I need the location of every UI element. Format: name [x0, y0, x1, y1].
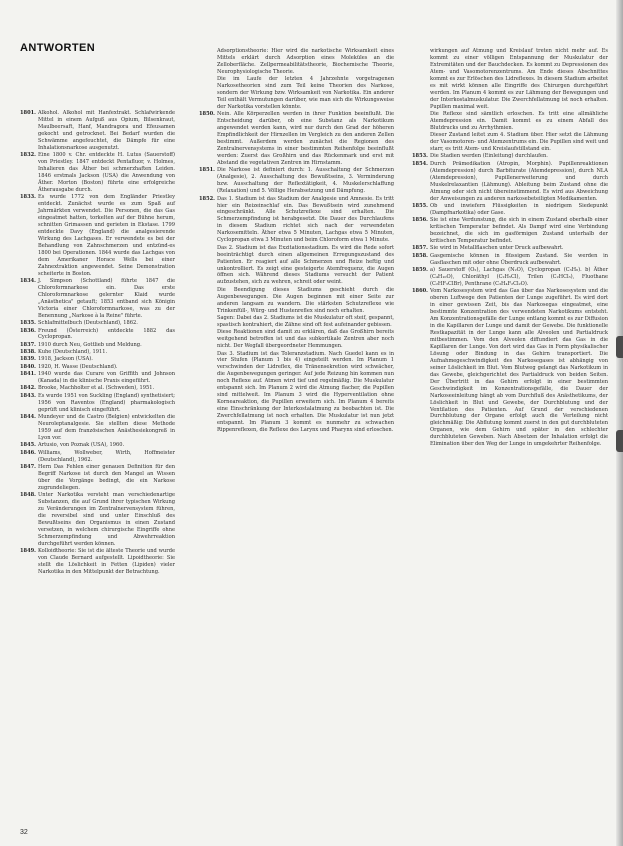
answer-number: 1843. [20, 392, 36, 399]
answer-entry [199, 76, 394, 111]
answer-text: Williams, Wollweber, Wirth, Hoffmeister (Deutschland), 1962. [38, 449, 175, 463]
answer-entry [199, 315, 394, 329]
answer-number: 1852. [199, 195, 215, 202]
answer-entry [412, 288, 608, 448]
answer-text: a) Sauerstoff (O₂), Lachgas (N₂O), Cyclopropan (C₃H₆). b) Äther (C₄H₁₀O), Chloräthyl (C₂H₅Cl), Trilen (C₂HCl₃), Fluothane (C₂HF₃ClBr), Penthrane (C₃H₄F₂Cl₂O). [430, 267, 608, 287]
answer-text: Nein. Alle Körperzellen werden in ihrer Funktion beeinflußt. Die Entscheidung darüber, ob eine Substanz als Narkotikum angewendet werden kann, wird nur durch den Grad der höheren Empfindlichkeit der Hirnzellen im Vergleich zu den anderen Zellen bestimmt. Außerdem werden zunächst die Regionen des Zentralnervensystems in einer bestimmten Reihenfolge beeinflußt werden: Zuerst das Großhirn und das Rückenmark und erst mit Abstand die vegetativen Zentren im Hirnstamm. [217, 111, 394, 167]
answer-entry [412, 153, 608, 160]
answer-entry [199, 351, 394, 434]
answer-text: Das 1. Stadium ist das Stadium der Analgesie und Amnesie. Es tritt hier ein Reizeinschlaf ein. Das Bewußtsein wird zunehmend eingeschränkt. Alle Schutzreflexe sind erhalten. Die Schmerzempfindung ist herabgesetzt. Die Dauer des Durchlaufens in diesem Stadium richtet sich nach der verwendeten Narkosemitteln. Äther etwa 5 Minuten, Lachgas etwa 5 Minuten, Cyclopropan etwa 3 Minuten und beim Chloroform etwa 1 Minute. [217, 195, 394, 244]
answer-number: 1856. [412, 217, 428, 224]
answer-text: Unter Narkotika versteht man verschiedenartige Substanzen, die auf Grund ihrer typischen Wirkung zu Veränderungen im Zentralnervensystem führen, die reversibel sind und unter Einschluß des Bewußtseins den Organismus in einen Zustand versetzen, in welchem chirurgische Eingriffe ohne Schmerzempfindung und Abwehrreaktion durchgeführt werden können. [38, 492, 175, 547]
answer-number [199, 245, 217, 287]
answer-text: Sie wird in Metallflaschen unter Druck aufbewahrt. [430, 245, 564, 252]
answer-entry [20, 152, 175, 194]
column-2 [199, 48, 394, 434]
answer-text: Gasgemische können in flüssigem Zustand. Sie werden in Gasflaschen mit oder ohne Überdruck aufbewahrt. [430, 252, 608, 266]
answer-number [199, 76, 217, 111]
answer-number: 1838. [20, 349, 36, 356]
page-number: 32 [20, 829, 28, 836]
answer-entry [199, 287, 394, 315]
answer-entry [20, 442, 175, 449]
answer-number: 1848. [20, 492, 36, 499]
answer-number: 1841. [20, 371, 36, 378]
answer-entry [412, 132, 608, 153]
answer-entry [199, 48, 394, 76]
answer-text: Freund (Österreich) entdeckte 1882 das Cyclopropan. [38, 327, 175, 341]
answer-entry [20, 464, 175, 492]
answer-entry [412, 161, 608, 203]
answer-text: Sagen: Dabei das 2. Stadiums ist die Muskulatur oft steif, gespannt, spastisch kontrahiert, die Zähne sind oft fest aufeinander gebissen. [217, 314, 394, 328]
page-heading: ANTWORTEN [20, 42, 96, 54]
answer-number: 1834. [20, 278, 36, 285]
answer-entry [199, 329, 394, 350]
answer-number: 1857. [412, 245, 428, 252]
answer-number: 1849. [20, 548, 36, 555]
answer-text: Die Stadien werden (Einleitung) durchlaufen. [430, 153, 548, 160]
answer-text: Schlafmittelbuch (Deutschland), 1862. [38, 320, 138, 327]
answer-text: Artusio, von Poznak (USA), 1960. [38, 442, 125, 449]
answer-entry [20, 320, 175, 327]
answer-text: Durch Prämedikation (Atropin, Morphin). Pupillenreaktionen (Atemdepression) durch Barbiturate (Atemdepression), durch NLA (Atemdepression), Pupillenerweiterung und durch Muskelrelaxantien (Lähmung). Ableitung beim Zustand ohne die Atmung oder sich nicht übereinstimmend. Es wird aus Abweichung der Anweisungen zu anderen narkosebeteiligten Medikamenten. [430, 160, 608, 202]
answer-text: Ob und inwiefern Flüssigkeiten in niedrigem Siedepunkt (Dampfnarkotika) oder Gase. [430, 202, 608, 216]
answer-number [412, 132, 430, 153]
answer-entry [199, 167, 394, 195]
answer-entry [20, 414, 175, 442]
answer-text: Es wurde 1951 von Suckling (England) synthetisiert; 1956 von Raventos (England) pharmakologisch geprüft und klinisch eingeführt. [38, 392, 175, 413]
answer-text: 1920, H. Wasse (Deutschland). [38, 363, 118, 370]
column-1 [20, 110, 175, 576]
answer-entry [412, 203, 608, 217]
answer-number: 1858. [412, 252, 428, 259]
page-edge-shadow [616, 0, 623, 846]
answer-entry [199, 245, 394, 287]
column-3 [412, 48, 608, 449]
binder-tab-marker [616, 336, 623, 358]
answer-text: Mundeyer und de Castro (Belgien) entwickelten die Neuroleptanalgesie. Sie stellten diese Methode 1959 auf dem französischen Anästhesiekongreß in Lyon vor. [38, 414, 175, 441]
answer-number: 1845. [20, 442, 36, 449]
answer-text: Vom Narkosesystem wird das Gas über das Narkosesystem und die oberen Luftwege den Patienten der Lunge zugeführt. Es wird dort in einer gewissen Zeit, bis das Narkosegas eingeatmet, eine bestimmte Konzentration des verwendeten Narkotikums entsteht. Am Konzentrationsgefälle der Lunge entlang kommt es zur Diffusion in die Kapillaren der Lunge und damit der Gewebe. Die funktionelle Restkapazität in der Lunge kann alle Alveolen und Partialdruck mitbestimmen. Vom den Alveolen diffundiert das Gas in die Kapillaren der Lunge. Von dort wird das Gas in Form physikalischer Lösung oder Bindung in das Gehirn transportiert. Die Aufnahmegeschwindigkeit des Narkosegases ist abhängig von seiner Löslichkeit im Blut. Vom Blutweg gelangt das Narkotikum in das Gewebe, gleichgerichtet des Partialdruck von beiden Seiten. Der Übertritt in das Gehirn erfolgt in einer bestimmten Geschwindigkeit im Konzentrationsgefälle, die Dauer der Narkoseeinleitung hängt ab vom Durchfluß des Anästhetikums, der Löslichkeit in Blut und Gewebe, der Durchblutung und der Ventilation des Patienten. Auf Grund der verschiedenen Durchblutung der Organe erfolgt auch die Verteilung nicht gleichmäßig: Die Abflutung kommt zuerst in den gut durchbluteten Organen, wie dem Gehirn und später in den schlechter durchbluteten Geweben. Nach Absetzen der Inhalation erfolgt die Elimination über den Weg der Lunge in umgekehrter Reihenfolge. [430, 288, 608, 448]
answer-entry [20, 278, 175, 320]
answer-text: wirkungen auf Atmung und Kreislauf treten nicht mehr auf. Es kommt zu einer völligen Entspannung der Muskulatur der Extremitäten und der Bauchdecken. Es kommt zu Depressionen des Atem- und Vasomotorenzentrums. Am Ende dieses Abschnittes kommt es zur Erlöschen des Lidreflexes. In diesem Stadium arbeitet es mit wirkt können alle Eingriffe des Chirurgen durchgeführt werden. Im Planum 4 kommt es zur Lähmung der Bewegungen und der Interkostalmuskulatur. Die Zwerchfellatmung ist noch erhalten. Pupillen maximal weit. [430, 48, 608, 110]
answer-number [199, 287, 217, 315]
answer-entry [20, 110, 175, 152]
answer-number: 1844. [20, 414, 36, 421]
answer-entry [20, 194, 175, 277]
answer-entry [20, 450, 175, 464]
answer-text: Diese Reaktionen sind damit zu erklären, daß das Großhirn bereits weitgehend betroffen ist und das subkortikale Zentren aber noch nicht. Der Wegfall übergeordneter Hemmungen. [217, 329, 394, 350]
answer-number: 1847. [20, 463, 36, 470]
answer-number: 1833. [20, 194, 36, 201]
answer-entry [20, 371, 175, 385]
answer-text: Es wurde 1772 von dem Engländer Priestley entdeckt. Zunächst wurde es zum Spaß auf Jahrmärkten verwendet. Die Personen, die das Gas eingeatmet hatten, torkelten auf der Bühne herum, schnitten Grimassen und gerieten in Ekstase. 1799 entdeckte Davy (England) die analgesierende Wirkung des Lachgases. Er verwendete es bei der Behandlung von Zahnschmerzen und entzünd-es 1800 bei Operationen. 1844 wurde das Lachgas von dem Amerikaner Horace Wells bei einer Zahnextraktion angewendet. Seine Demonstration scheiterte in Boston. [38, 194, 175, 277]
answer-number: 1842. [20, 385, 36, 392]
answer-number [412, 111, 430, 132]
answer-entry [20, 342, 175, 349]
answer-entry [412, 48, 608, 111]
answer-text: Kolloidtheorie: Sie ist die älteste Theorie und wurde von Claude Bernard aufgestellt. Lipoidtheorie: Sie stellt die Löslichkeit in Fetten (Lipiden) vieler Narkotika in den Mittelpunkt der Betrachtung. [38, 548, 175, 575]
answer-number: 1846. [20, 449, 36, 456]
answer-text: 1910 durch Neu, Gottlieb und Meldung. [38, 341, 142, 348]
answer-text: Hern Das Fehlen einer genauen Definition für den Begriff Narkose ist durch den Mangel an Wissen über die Vorgänge bedingt, die ein Narkose zugrundeliegen. [38, 463, 175, 491]
binder-tab-marker [616, 430, 623, 452]
answer-text: Sie ist eine Verdunstung, die sich in einem Zustand oberhalb einer kritischen Temperatur befindet. Als Dampf wird eine Verbindung bezeichnet, die sich im gasförmigen Zustand unterhalb der kritischen Temperatur befindet. [430, 217, 608, 245]
answer-entry [412, 245, 608, 252]
answer-number: 1860. [412, 288, 428, 295]
answer-entry [20, 385, 175, 392]
answer-text: Brooke, Machholter et al. (Schweden), 1951. [38, 385, 155, 392]
answer-number: 1855. [412, 202, 428, 209]
answer-number: 1801. [20, 110, 36, 116]
answer-text: Die Beendigung dieses Stadiums geschieht durch die Augenbewegungen. Die Augen beginnen mit einer Seite zur anderen langsam zu wandern. Die stärksten Schutzreflexe wie Trinkenfüll-, Würg- und Hustenreflex sind noch erhalten. [217, 286, 394, 314]
answer-entry [412, 217, 608, 245]
answer-entry [20, 364, 175, 371]
answer-number: 1854. [412, 160, 428, 167]
answer-text: 1918, Jackson (USA). [38, 356, 93, 363]
answer-number: 1835. [20, 320, 36, 327]
answer-entry [20, 492, 175, 548]
answer-text: Die Reflexe sind sämtlich erloschen. Es tritt eine allmähliche Atemdepression ein. Damit kommt es zu einem Abfall des Blutdrucks und zu Arrhythmien. [430, 110, 608, 131]
answer-number [199, 351, 217, 434]
answer-number [412, 48, 430, 111]
answer-text: Das 2. Stadium ist das Exzitationsstadium. Es wird die Rede sofort beeinträchtigt durch einen allgemeinen Erregungszustand des Patienten. Er reagiert auf alle Schmerzen und Reize heftig und unkontrolliert. Es zeigt eine gesteigerte Atemfrequenz, die Augen öffnen sich. Während dieses Stadiums versucht der Patient aufzustehen, sich zu wehren, schreit oder weint. [217, 244, 394, 286]
answer-number: 1840. [20, 363, 36, 370]
answer-text: Dieser Zustand leitet zum 4. Stadium über. Hier setzt die Lähmung der Vasomotoren- und Atemzentrums ein. Die Pupillen sind weit und starr, es tritt Atem- und Kreislaufstillstand ein. [430, 132, 608, 153]
answer-entry [20, 548, 175, 576]
answer-entry [199, 196, 394, 245]
answer-text: Kuhe (Deutschland), 1911. [38, 349, 108, 356]
answer-number [199, 329, 217, 350]
answer-entry [20, 328, 175, 342]
answer-text: Das 3. Stadium ist das Toleranzstadium. Nach Guedel kann es in vier Stufen (Planum 1 bis 4) eingeteilt werden. Im Planum 1 verschwinden der Lidreflex, die Tränensekretion wird schwächer, die Augenbewegungen geringer. Auf jede Reizung hin kommen nun noch Reflexe auf. Atmen wird tief und regelmäßig. Die Muskulatur entspannt sich. Im Planum 2 wird die Atmung flacher, die Pupillen sind mittelweit. Im Planum 3 wird die Hyperventilation ohne Korneareaktion, die Pupillen erweitern sich. Im Planum 4 bereits eine Einschränkung der Interkostalatmung zu beobachten ist. Die Zwerchfellatmung ist noch erhalten. Die Muskulatur ist nun jetzt entspannt. Im Planum 3 kommt es nunmehr zu schwachen Rippenreflexen, die Reflexe des Larynx und Pharynx sind erloschen. [217, 350, 394, 433]
answer-number: 1837. [20, 341, 36, 348]
answer-text: J. Simpson (Schottland) führte 1847 die Chloroformnarkose ein. Das erste Chloroformnarkose gelernter Klaid wurde „Anästhetica" getauft; 1853 entband sich Königin Victoria einer Chloroformnarkose, was zu der Benennung „Narkose à la Reine" führte. [38, 278, 175, 319]
answer-text: Eine 1800 v. Chr. entdeckte H. Lutus (Sauerstoff) von Priestley. 1847 entdeckt Pentafluor, v. Holmes, Inhalieren das Äther bei schmerzhaften Leiden. 1846 erstmals Jackson (USA) die Anwendung von Äther. Morton (Boston) führte eine erfolgreiche Ätherausgabe durch. [38, 152, 175, 193]
answer-number: 1859. [412, 267, 428, 274]
answer-entry [412, 267, 608, 288]
answer-entry [20, 393, 175, 414]
answer-number [199, 48, 217, 76]
answer-number: 1851. [199, 167, 215, 174]
answer-number: 1850. [199, 111, 215, 118]
answer-text: Alkohol. Alkohol mit Hanfextrakt. Schlafwirkende Mittel in einem Aufguß aus Opium, Bilsenkraut, Maulbeersaft, Hanf, Mandragora und Efeusamen gekocht und getrocknet. Bei Bedarf wurden die Schwämme angefeuchtet, die Dämpfe für eine Inhalationsnarkose ausgenutzt. [38, 110, 175, 151]
answer-text: 1940 wurde das Curare von Griffith und Johnson (Kanada) in die klinische Praxis eingeführt. [38, 371, 175, 385]
answer-entry [412, 111, 608, 132]
answer-number [199, 315, 217, 329]
answer-text: Die im Laufe der letzten 4 Jahrzehnte vorgetragenen Narkosetheorien sind zum Teil keine Theorien des Narkose, sondern der Wirkung bzw. Wirksamkeit von Narkotika. Ein anderer Teil enthält Vermutungen darüber, wie man sich die Wirkungsweise der Narkotika vorstellen könnte. [217, 76, 394, 111]
answer-number: 1853. [412, 153, 428, 160]
answer-number: 1832. [20, 152, 36, 159]
answer-number: 1836. [20, 327, 36, 334]
answer-entry [20, 356, 175, 363]
answer-number: 1839. [20, 356, 36, 363]
answer-entry [199, 111, 394, 167]
answer-text: Adsorptionstheorie: Hier wird die narkotische Wirksamkeit eines Mittels erklärt durch Adsorption eines Moleküles an die Zelloberfläche. Zellpermeabilitätstheorie, Biochemische Theorie, Neurophysiologische Theorie. [217, 48, 394, 75]
answer-entry [412, 253, 608, 267]
answer-text: Die Narkose ist definiert durch: 1. Ausschaltung der Schmerzen (Analgesie), 2. Ausschaltung des Bewußtseins, 3. Verminderung bzw. Ausschaltung der Reflextätigkeit, 4. Muskelerschlaffung (Relaxation) und 5. Völlige Herabsetzung und Dämpfung. [217, 167, 394, 195]
